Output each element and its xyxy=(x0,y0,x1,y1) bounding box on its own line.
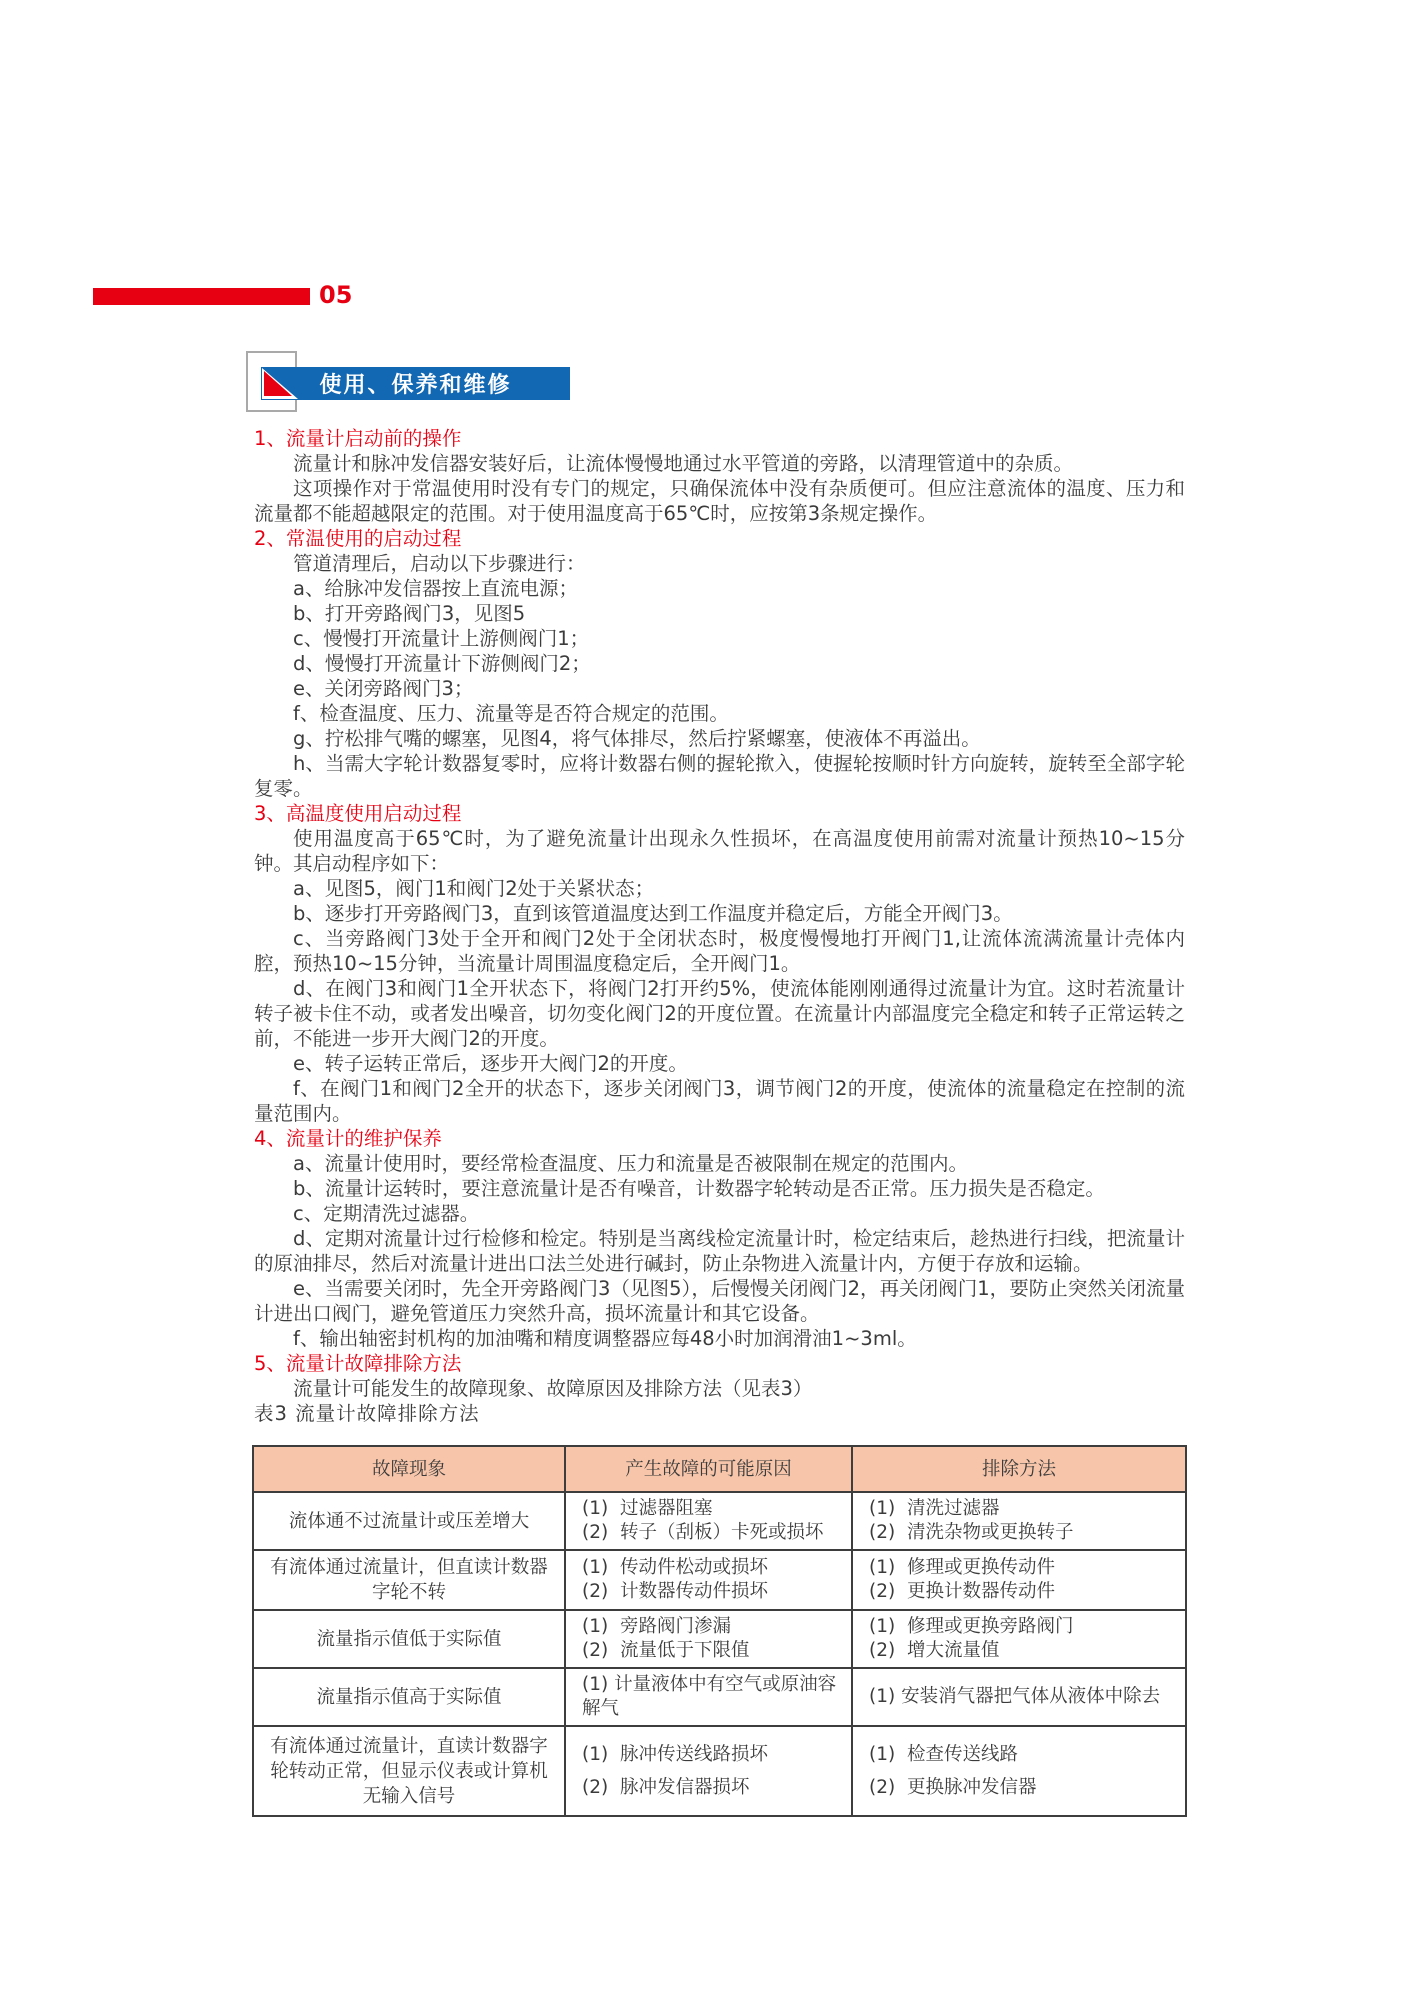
cause-line: (2) 流量低于下限值 xyxy=(582,1640,750,1661)
document-body xyxy=(254,426,1185,1817)
paragraph: 流量计和脉冲发信器安装好后，让流体慢慢地通过水平管道的旁路，以清理管道中的杂质。 xyxy=(293,452,1074,475)
step-item: c、当旁路阀门3处于全开和阀门2处于全闭状态时，极度慢慢地打开阀门1,让流体流满流量计壳体内腔，预热10~15分钟，当流量计周围温度稳定后，全开阀门1。 xyxy=(254,927,1185,975)
step-item: d、慢慢打开流量计下游侧阀门2； xyxy=(293,652,591,675)
step-item: h、当需大字轮计数器复零时，应将计数器右侧的握轮揿入，使握轮按顺时针方向旋转，旋转至全部字轮复零。 xyxy=(254,752,1185,800)
cause-line: (1) 脉冲传送线路损坏 xyxy=(582,1743,768,1765)
cause-line: (1) 计量液体中有空气或原油容解气 xyxy=(582,1674,837,1719)
paragraph: 这项操作对于常温使用时没有专门的规定，只确保流体中没有杂质便可。但应注意流体的温度、压力和流量都不能超越限定的范围。对于使用温度高于65℃时，应按第3条规定操作。 xyxy=(254,477,1185,525)
section-3-heading: 3、高温度使用启动过程 xyxy=(254,802,462,825)
remedy-line: (2) 更换脉冲发信器 xyxy=(869,1776,1037,1798)
paragraph: 管道清理后，启动以下步骤进行： xyxy=(293,552,586,575)
section-5-heading: 5、流量计故障排除方法 xyxy=(254,1352,462,1375)
paragraph: 流量计可能发生的故障现象、故障原因及排除方法（见表3） xyxy=(293,1377,813,1400)
step-item: e、当需要关闭时，先全开旁路阀门3（见图5），后慢慢关闭阀门2，再关闭阀门1，要防止突然关闭流量计进出口阀门，避免管道压力突然升高，损坏流量计和其它设备。 xyxy=(254,1277,1185,1325)
cause-cell xyxy=(565,1492,852,1550)
remedy-line: (1) 清洗过滤器 xyxy=(869,1498,1000,1519)
step-item: d、定期对流量计过行检修和检定。特别是当离线检定流量计时，检定结束后，趁热进行扫线，把流量计的原油排尽，然后对流量计进出口法兰处进行碱封，防止杂物进入流量计内，方便于存放和运输。 xyxy=(254,1227,1185,1275)
remedy-line: (2) 增大流量值 xyxy=(869,1640,1000,1661)
cause-cell xyxy=(565,1726,852,1816)
cause-line: (2) 脉冲发信器损坏 xyxy=(582,1776,750,1798)
section-banner xyxy=(261,367,570,400)
remedy-line: (1) 修理或更换旁路阀门 xyxy=(869,1616,1074,1637)
step-item: b、流量计运转时，要注意流量计是否有噪音，计数器字轮转动是否正常。压力损失是否稳定。 xyxy=(293,1177,1105,1200)
remedy-cell xyxy=(852,1610,1186,1668)
remedy-line: (1) 安装消气器把气体从液体中除去 xyxy=(869,1686,1161,1707)
step-item: c、定期清洗过滤器。 xyxy=(293,1202,480,1225)
step-item: d、在阀门3和阀门1全开状态下，将阀门2打开约5%，使流体能刚刚通得过流量计为宜。这时若流量计转子被卡住不动，或者发出噪音，切勿变化阀门2的开度位置。在流量计内部温度完全稳定和转子正常运转之前，不能进一步开大阀门2的开度。 xyxy=(254,977,1185,1050)
section-4-heading: 4、流量计的维护保养 xyxy=(254,1127,442,1150)
remedy-cell xyxy=(852,1550,1186,1610)
fault-table xyxy=(252,1445,1187,1817)
step-item: f、输出轴密封机构的加油嘴和精度调整器应每48小时加润滑油1~3ml。 xyxy=(293,1327,917,1350)
symptom-cell: 流量指示值高于实际值 xyxy=(253,1668,565,1726)
symptom-cell: 流体通不过流量计或压差增大 xyxy=(253,1492,565,1550)
step-item: c、慢慢打开流量计上游侧阀门1； xyxy=(293,627,590,650)
cause-cell xyxy=(565,1550,852,1610)
table-row xyxy=(253,1492,1186,1550)
section-1-heading: 1、流量计启动前的操作 xyxy=(254,427,462,450)
step-item: b、打开旁路阀门3，见图5 xyxy=(293,602,526,625)
table-row xyxy=(253,1610,1186,1668)
remedy-cell xyxy=(852,1726,1186,1816)
table-row xyxy=(253,1726,1186,1816)
page-number: 05 xyxy=(319,281,353,309)
symptom-cell: 有流体通过流量计，直读计数器字轮转动正常，但显示仪表或计算机无输入信号 xyxy=(253,1726,565,1816)
remedy-line: (1) 修理或更换传动件 xyxy=(869,1557,1055,1578)
cause-cell xyxy=(565,1610,852,1668)
header-cause: 产生故障的可能原因 xyxy=(565,1446,852,1492)
paragraph: 使用温度高于65℃时，为了避免流量计出现永久性损坏，在高温度使用前需对流量计预热10~15分钟。其启动程序如下： xyxy=(254,827,1185,875)
cause-line: (1) 过滤器阻塞 xyxy=(582,1498,713,1519)
table-row xyxy=(253,1668,1186,1726)
remedy-line: (1) 检查传送线路 xyxy=(869,1743,1018,1765)
step-item: a、流量计使用时，要经常检查温度、压力和流量是否被限制在规定的范围内。 xyxy=(293,1152,968,1175)
step-item: e、转子运转正常后，逐步开大阀门2的开度。 xyxy=(293,1052,688,1075)
header-symptom: 故障现象 xyxy=(253,1446,565,1492)
remedy-cell xyxy=(852,1492,1186,1550)
page-number-bar xyxy=(93,288,310,305)
cause-line: (2) 计数器传动件损坏 xyxy=(582,1581,768,1602)
step-item: g、拧松排气嘴的螺塞，见图4，将气体排尽，然后拧紧螺塞，使液体不再溢出。 xyxy=(293,727,981,750)
table-row xyxy=(253,1550,1186,1610)
step-item: e、关闭旁路阀门3； xyxy=(293,677,474,700)
banner-title: 使用、保养和维修 xyxy=(319,373,512,398)
step-item: f、检查温度、压力、流量等是否符合规定的范围。 xyxy=(293,702,729,725)
table-header-row xyxy=(253,1446,1186,1492)
symptom-cell: 流量指示值低于实际值 xyxy=(253,1610,565,1668)
symptom-cell: 有流体通过流量计，但直读计数器字轮不转 xyxy=(253,1550,565,1610)
cause-line: (2) 转子（刮板）卡死或损坏 xyxy=(582,1522,824,1543)
cause-line: (1) 旁路阀门渗漏 xyxy=(582,1616,731,1637)
cause-cell xyxy=(565,1668,852,1726)
step-item: b、逐步打开旁路阀门3，直到该管道温度达到工作温度并稳定后，方能全开阀门3。 xyxy=(293,902,1013,925)
step-item: a、见图5，阀门1和阀门2处于关紧状态； xyxy=(293,877,655,900)
remedy-line: (2) 清洗杂物或更换转子 xyxy=(869,1522,1074,1543)
step-item: a、给脉冲发信器按上直流电源； xyxy=(293,577,578,600)
step-item: f、在阀门1和阀门2全开的状态下，逐步关闭阀门3，调节阀门2的开度，使流体的流量稳定在控制的流量范围内。 xyxy=(254,1077,1185,1125)
remedy-cell xyxy=(852,1668,1186,1726)
remedy-line: (2) 更换计数器传动件 xyxy=(869,1581,1055,1602)
header-remedy: 排除方法 xyxy=(852,1446,1186,1492)
table-title: 表3 流量计故障排除方法 xyxy=(254,1402,480,1425)
section-2-heading: 2、常温使用的启动过程 xyxy=(254,527,462,550)
cause-line: (1) 传动件松动或损坏 xyxy=(582,1557,768,1578)
